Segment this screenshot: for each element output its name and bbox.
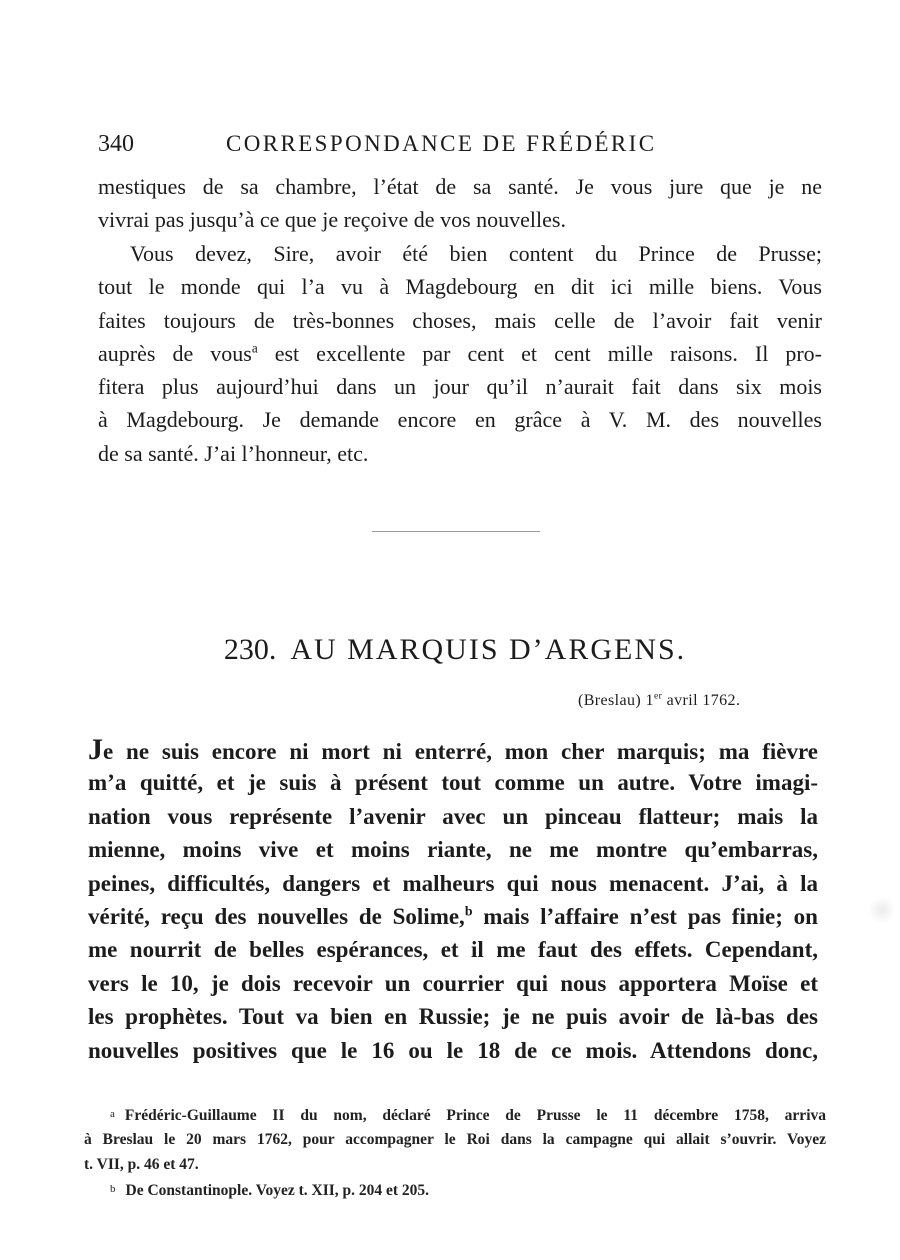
text-line: vers le 10, je dois recevoir un courrier qui nous apportera Moïse et	[88, 970, 818, 996]
running-head	[98, 128, 828, 160]
footnote-line: à Breslau le 20 mars 1762, pour accompagner le Roi dans la campagne qui allait s’ouvrir. Voyez	[84, 1131, 826, 1148]
paper-speck	[870, 895, 894, 925]
text-line: fitera plus aujourd’hui dans un jour qu’il n’aurait fait dans six mois	[98, 374, 822, 400]
text-line: tout le monde qui l’a vu à Magdebourg en dit ici mille biens. Vous	[98, 274, 822, 300]
footnote-b	[108, 1177, 826, 1202]
text-line: nation vous représente l’avenir avec un pinceau flatteur; mais la	[88, 803, 818, 829]
letter-heading	[0, 630, 900, 670]
text-line-with-note	[98, 337, 822, 370]
text-line: mestiques de sa chambre, l’état de sa santé. Je vous jure que je ne	[98, 174, 822, 199]
footnote-line	[108, 1177, 826, 1202]
text-line: à Magdebourg. Je demande encore en grâce à V. M. des nouvelles	[98, 407, 822, 433]
dateline-day-suffix: er	[653, 690, 663, 702]
running-head-title: CORRESPONDANCE DE FRÉDÉRIC	[226, 131, 657, 156]
footnote-a	[84, 1102, 826, 1177]
text-segment: mais l’affaire n’est pas finie; on	[472, 903, 818, 929]
text-line: de sa santé. J’ai l’honneur, etc.	[98, 440, 369, 466]
letter-title: AU MARQUIS D’ARGENS.	[290, 633, 687, 666]
text-line: me nourrit de belles espérances, et il me faut des effets. Cependant,	[88, 937, 818, 963]
drop-cap: J	[88, 733, 103, 766]
text-line: nouvelles positives que le 16 ou le 18 de ce mois. Attendons donc,	[88, 1037, 818, 1063]
footnote-line: t. VII, p. 46 et 47.	[84, 1156, 199, 1173]
text-line: les prophètes. Tout va bien en Russie; je ne puis avoir de là-bas des	[88, 1004, 818, 1030]
previous-letter-paragraph	[98, 237, 822, 470]
text-line: peines, difficultés, dangers et malheurs qui nous menacent. J’ai, à la	[88, 870, 818, 896]
text-line: Vous devez, Sire, avoir été bien content du Prince de Prusse;	[130, 241, 822, 266]
text-segment: auprès de vous	[98, 340, 252, 366]
text-line	[88, 733, 818, 766]
letter-dateline	[578, 690, 740, 712]
text-line: m’a quitté, et je suis à présent tout comme un autre. Votre imagi-	[88, 770, 818, 796]
text-segment: vérité, reçu des nouvelles de Solime,	[88, 903, 465, 929]
dateline-month-year: avril 1762.	[666, 692, 741, 709]
section-divider	[372, 531, 540, 532]
text-line-with-note	[88, 900, 818, 933]
footnotes	[84, 1102, 826, 1202]
dateline-day: 1	[645, 692, 654, 709]
letter-body	[88, 733, 818, 1067]
footnote-line	[108, 1102, 826, 1127]
text-line: faites toujours de très-bonnes choses, mais celle de l’avoir fait venir	[98, 307, 822, 333]
footnote-marker: b	[110, 1183, 116, 1195]
text-line: mienne, moins vive et moins riante, ne me montre qu’embarras,	[88, 837, 818, 863]
footnote-ref-a[interactable]: a	[251, 340, 258, 356]
footnote-ref-b[interactable]: b	[464, 903, 473, 919]
previous-letter-continuation	[98, 170, 822, 237]
footnote-marker: a	[110, 1108, 115, 1120]
dateline-place: (Breslau)	[578, 692, 642, 709]
text-segment: e ne suis encore ni mort ni enterré, mon cher marquis; ma fièvre	[103, 739, 818, 764]
text-segment: De Constantinople. Voyez t. XII, p. 204 et 205.	[125, 1182, 430, 1199]
text-line: vivrai pas jusqu’à ce que je reçoive de vos nouvelles.	[98, 207, 566, 233]
letter-number: 230.	[223, 633, 277, 666]
text-segment: Frédéric-Guillaume II du nom, déclaré Prince de Prusse le 11 décembre 1758, arriva	[124, 1107, 826, 1124]
page-number: 340	[98, 131, 134, 157]
text-segment: est excellente par cent et cent mille raisons. Il pro-	[257, 340, 822, 366]
